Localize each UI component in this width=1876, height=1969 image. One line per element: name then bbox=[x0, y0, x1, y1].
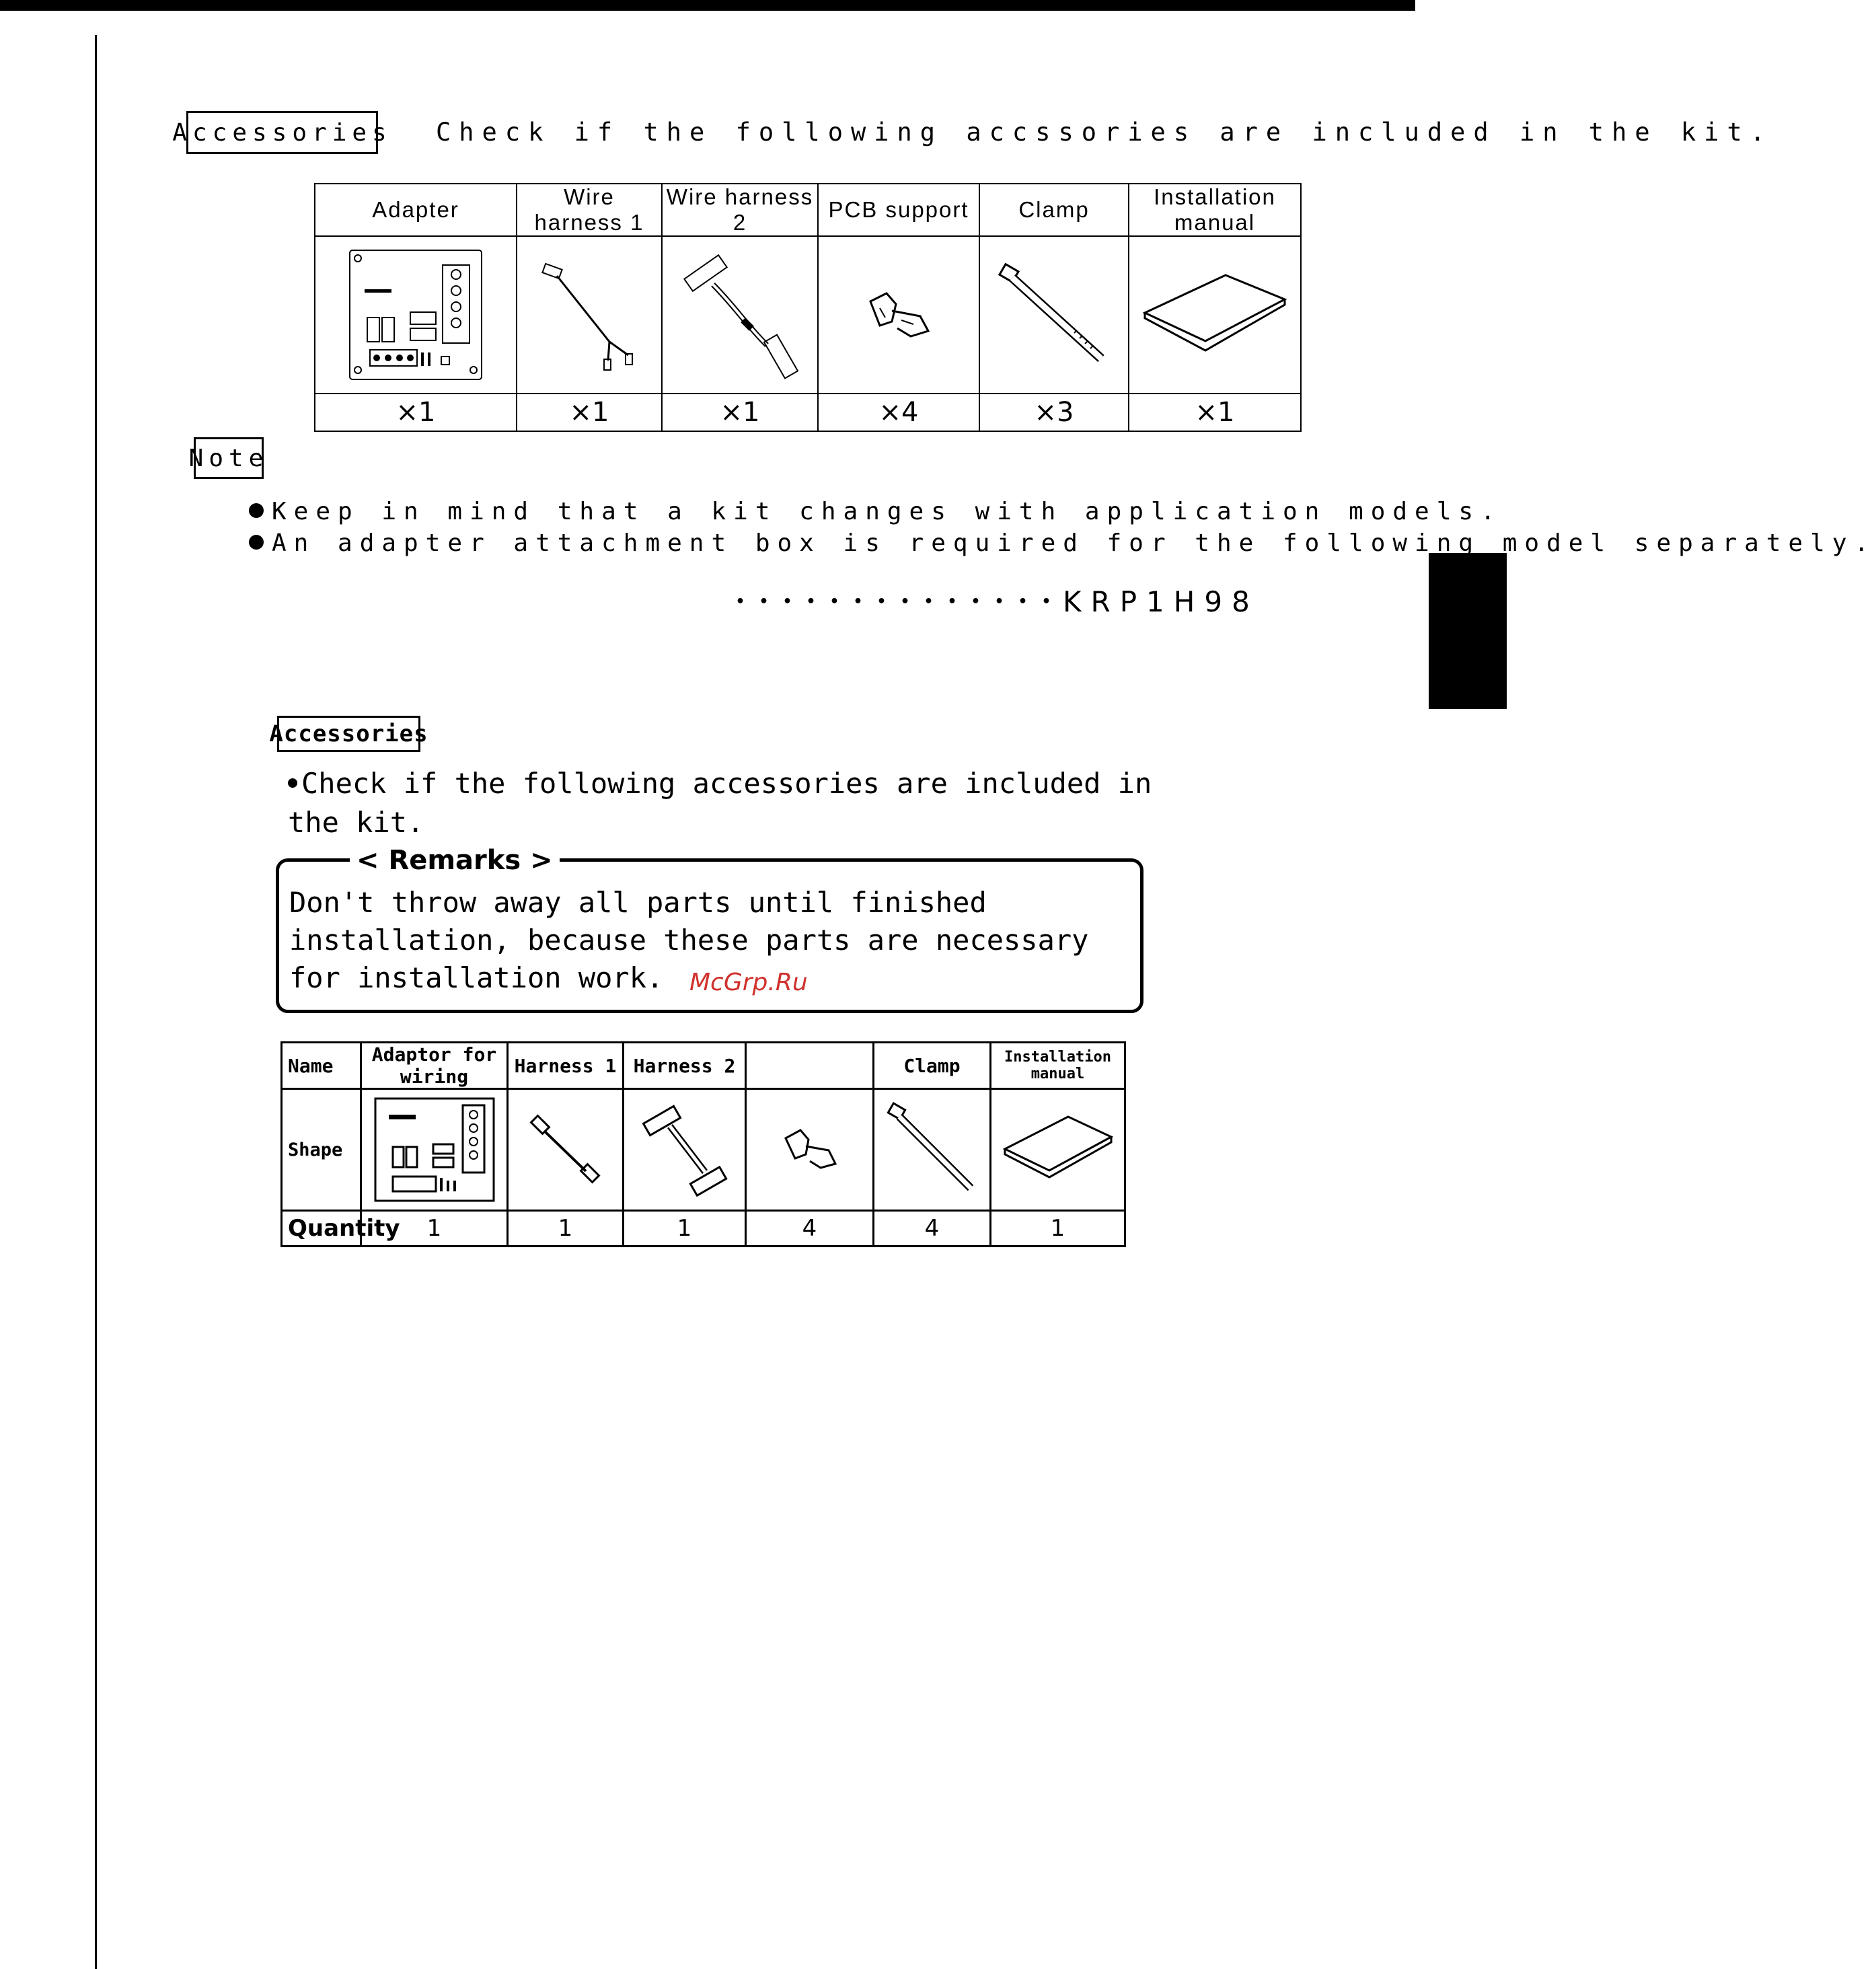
qty-harness-1: 1 bbox=[508, 1211, 624, 1247]
qty-pcb-support: ×4 bbox=[818, 394, 979, 431]
note-item: An adapter attachment box is required for the following model separately. bbox=[249, 529, 1876, 557]
remarks-title: < Remarks > bbox=[350, 845, 560, 876]
row-label-name: Name bbox=[282, 1043, 361, 1089]
adapter-board-illustration bbox=[315, 236, 517, 394]
qty-installation-manual: ×1 bbox=[1129, 394, 1301, 431]
header-installation-manual: Installation manual bbox=[991, 1043, 1125, 1089]
remarks-text: Don't throw away all parts until finished installation, because these parts are necessary for installation work. bbox=[289, 886, 1089, 994]
clamp-illustration bbox=[874, 1089, 991, 1211]
installation-manual-illustration bbox=[991, 1089, 1125, 1211]
qty-clamp: 4 bbox=[874, 1211, 991, 1247]
qty-installation-manual: 1 bbox=[991, 1211, 1125, 1247]
note-label: Note bbox=[194, 437, 264, 479]
accessories-intro: Check if the following accssories are included in the kit. bbox=[436, 118, 1774, 147]
clamp-illustration bbox=[979, 236, 1129, 394]
pcb-support-icon bbox=[858, 281, 939, 348]
clamp-icon bbox=[882, 1099, 983, 1200]
clamp-icon bbox=[993, 258, 1115, 372]
section-tab bbox=[1429, 553, 1507, 709]
manual-icon bbox=[1001, 1113, 1115, 1187]
qty-harness-2: 1 bbox=[624, 1211, 746, 1247]
pcb-support-icon bbox=[776, 1119, 843, 1180]
wire-harness-icon bbox=[525, 1109, 606, 1190]
harness-1-illustration bbox=[508, 1089, 624, 1211]
accessories-table-2 bbox=[280, 1041, 1126, 1247]
wire-harness-2-illustration bbox=[662, 236, 818, 394]
qty-wire-harness-1: ×1 bbox=[517, 394, 662, 431]
header-harness-1: Harness 1 bbox=[508, 1043, 624, 1089]
qty-adapter: ×1 bbox=[315, 394, 517, 431]
row-label-shape: Shape bbox=[282, 1089, 361, 1211]
harness-2-illustration bbox=[624, 1089, 746, 1211]
wire-harness-1-illustration bbox=[517, 236, 662, 394]
margin-rule bbox=[95, 35, 97, 1969]
header-wire-harness-1: Wire harness 1 bbox=[517, 184, 662, 236]
qty-pcb-support: 4 bbox=[746, 1211, 874, 1247]
watermark: McGrp.Ru bbox=[689, 969, 808, 996]
header-adapter: Adapter bbox=[315, 184, 517, 236]
pcb-support-illustration bbox=[746, 1089, 874, 1211]
pcb-support-illustration bbox=[818, 236, 979, 394]
qty-adaptor: 1 bbox=[361, 1211, 508, 1247]
header-blank bbox=[746, 1043, 874, 1089]
manual-icon bbox=[1141, 271, 1289, 359]
check-instruction: Check if the following accessories are included in the kit. bbox=[288, 767, 1152, 839]
qty-clamp: ×3 bbox=[979, 394, 1129, 431]
note-item: Keep in mind that a kit changes with application models. bbox=[249, 498, 1503, 525]
adapter-board-icon bbox=[374, 1097, 495, 1202]
bullet-icon bbox=[288, 778, 297, 788]
adapter-board-icon bbox=[348, 249, 483, 381]
wire-harness-icon bbox=[529, 254, 650, 375]
header-adaptor-for-wiring: Adaptor for wiring bbox=[361, 1043, 508, 1089]
header-wire-harness-2: Wire harness 2 bbox=[662, 184, 818, 236]
header-installation-manual: Installation manual bbox=[1129, 184, 1301, 236]
accessories-label: Accessories bbox=[186, 111, 378, 154]
model-number: ･･････････････KRP1H98 bbox=[733, 585, 1259, 618]
accessories-table bbox=[314, 183, 1302, 432]
bullet-icon bbox=[249, 535, 264, 550]
row-label-quantity: Quantity bbox=[282, 1211, 361, 1247]
installation-manual-illustration bbox=[1129, 236, 1301, 394]
adaptor-illustration bbox=[361, 1089, 508, 1211]
bullet-icon bbox=[249, 503, 264, 518]
accessories-label-2: Accessories bbox=[277, 716, 420, 752]
header-harness-2: Harness 2 bbox=[624, 1043, 746, 1089]
wire-harness-icon bbox=[638, 1099, 732, 1200]
header-pcb-support: PCB support bbox=[818, 184, 979, 236]
header-clamp: Clamp bbox=[874, 1043, 991, 1089]
wire-harness-icon bbox=[673, 251, 807, 379]
header-clamp: Clamp bbox=[979, 184, 1129, 236]
top-rule bbox=[0, 0, 1415, 11]
qty-wire-harness-2: ×1 bbox=[662, 394, 818, 431]
